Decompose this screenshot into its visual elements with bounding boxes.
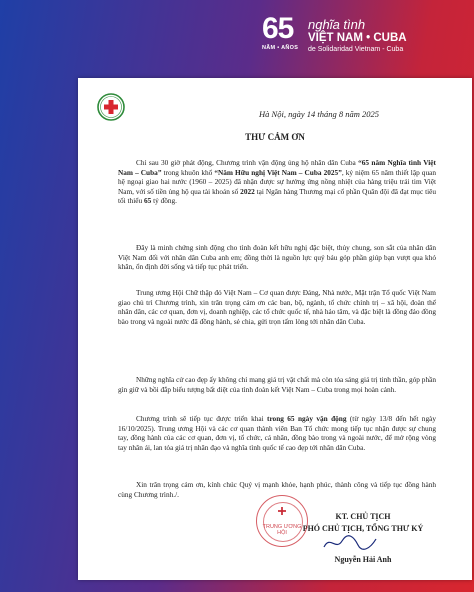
- paragraph-4: Những nghĩa cử cao đẹp ấy không chỉ mang giá trị vật chất mà còn tỏa sáng giá trị tinh thần, góp phần gìn giữ và bồi đắp biểu tượng bất diệt của tình đoàn kết Việt Nam – Cuba trong mọi hoàn cảnh.: [118, 375, 436, 394]
- letter-date: Hà Nội, ngày 14 tháng 8 năm 2025: [259, 109, 379, 119]
- stamp-cross-icon: [278, 507, 286, 515]
- header-banner: [0, 0, 474, 78]
- paragraph-3: Trung ương Hội Chữ thập đỏ Việt Nam – Cơ quan được Đảng, Nhà nước, Mặt trận Tổ quốc Việt Nam giao chủ trì Chương trình, xin trân trọng cảm ơn các ban, bộ, ngành, tổ chức chính trị – xã hội, đoàn thể nhân dân, các cơ quan, đơn vị, doanh nghiệp, các tổ chức quốc tế, nhà hảo tâm, và đặc biệt là đồng đảo đồng bào trong và ngoài nước đã đồng hành, sẻ chia, gửi trọn tấm lòng tới nhân dân Cuba.: [118, 288, 436, 326]
- anniversary-number-sub: NĂM • AÑOS: [262, 45, 299, 51]
- signer-role-2: PHÓ CHỦ TỊCH, TỔNG THƯ KÝ: [302, 524, 424, 533]
- anniversary-logo: [262, 14, 298, 51]
- anniversary-tagline: [308, 18, 407, 55]
- paragraph-5: Chương trình sẽ tiếp tục được triển khai trong 65 ngày vận động (từ ngày 13/8 đến hết ngày 16/10/2025). Trung ương Hội và các cơ quan thành viên Ban Tổ chức mong tiếp tục nhận được sự chung tay, đồng hành của các cơ quan, đơn vị, tổ chức, cá nhân, đồng bào trong và ngoài nước, để mở rộng vòng tay nhân ái, lan tỏa giá trị nhân đạo và nghĩa tình quốc tế cao đẹp tới nhân dân Cuba.: [118, 414, 436, 452]
- letter-title: THƯ CẢM ƠN: [245, 132, 305, 142]
- stamp-text: TRUNG ƯƠNG HỘI: [262, 524, 302, 536]
- paragraph-1: Chỉ sau 30 giờ phát động, Chương trình vận động ủng hộ nhân dân Cuba “65 năm Nghĩa tình Việt Nam – Cuba” trong khuôn khổ “Năm Hữu nghị Việt Nam – Cuba 2025”, kỷ niệm 65 năm thiết lập quan hệ ngoại giao hai nước (1960 – 2025) đã nhận được sự hưởng ứng nồng nhiệt của hàng triệu trái tim Việt Nam, với số tiền ủng hộ qua tài khoản số 2022 tại Ngân hàng Thương mại cổ phần Quân đội đã đạt mục tiêu tối thiểu 65 tỷ đồng.: [118, 158, 437, 206]
- handwritten-signature-icon: [320, 533, 380, 553]
- letter-page: [78, 78, 472, 580]
- paragraph-6: Xin trân trọng cảm ơn, kính chúc Quý vị mạnh khỏe, hạnh phúc, thành công và tiếp tục đồng hành cùng Chương trình./.: [118, 480, 436, 499]
- tagline-line-1: nghĩa tình: [308, 17, 366, 32]
- tagline-line-2: VIỆT NAM • CUBA: [308, 32, 407, 44]
- tagline-line-3: de Solidaridad Vietnam - Cuba: [308, 46, 404, 53]
- anniversary-number: 65: [262, 12, 294, 45]
- paragraph-2: Đây là minh chứng sinh động cho tình đoàn kết hữu nghị đặc biệt, thủy chung, son sắt của nhân dân Việt Nam đối với nhân dân Cuba anh em; đồng thời là nguồn lực quý báu góp phần giúp bạn vượt qua khó khăn, ổn định đời sống và tiếp tục phát triển.: [118, 243, 436, 272]
- signer-name: Nguyễn Hải Anh: [334, 555, 392, 564]
- signer-role-1: KT. CHỦ TỊCH: [335, 512, 391, 521]
- official-seal-icon: [256, 495, 308, 547]
